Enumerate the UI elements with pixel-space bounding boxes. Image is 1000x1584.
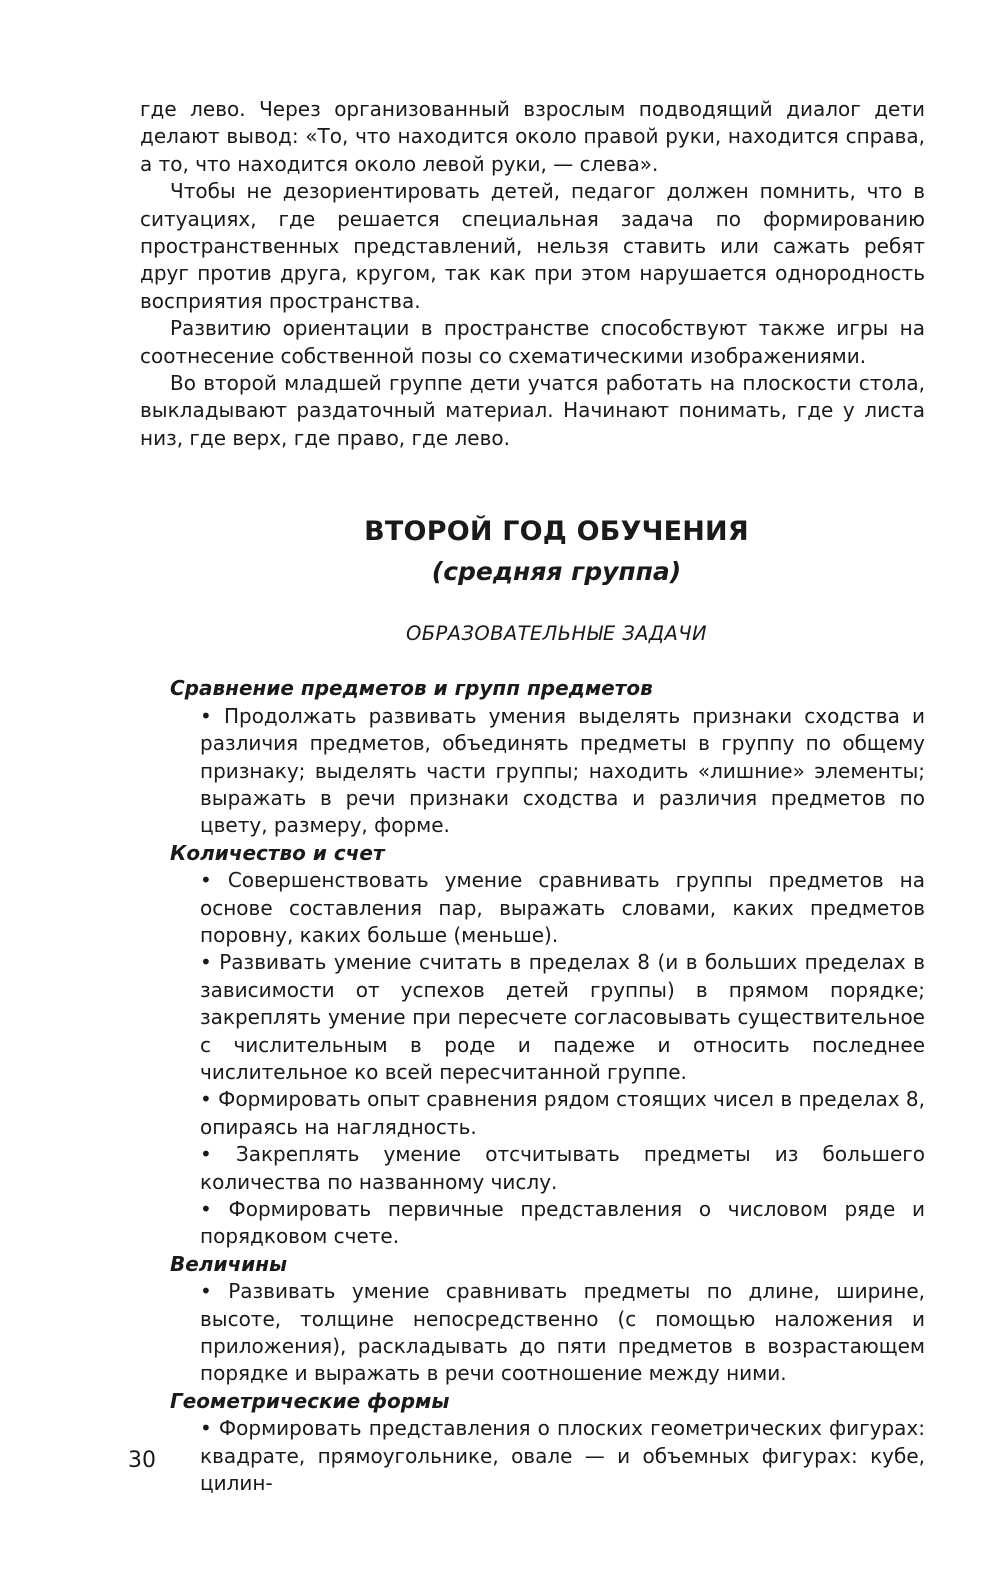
section-title-comparison: Сравнение предметов и групп предметов xyxy=(170,676,653,701)
section-title-magnitudes: Величины xyxy=(170,1251,288,1276)
intro-paragraph-3: Развитию ориентации в пространстве способствуют также игры на соотнесение собственной позы со схематическими изображениями. xyxy=(140,316,925,368)
bullet-item: • Продолжать развивать умения выделять признаки сходства и различия предметов, объединять предметы в группу по общему признаку; выделять части группы; находить «лишние» элементы; выражать в речи признаки сходства и различия предметов по цвету, размеру, форме. xyxy=(200,703,925,838)
page-number: 30 xyxy=(128,1448,156,1473)
bullet-item: • Формировать представления о плоских геометрических фигурах: квадрате, прямоугольнике, овале — и объемных фигурах: кубе, цилин- xyxy=(200,1416,925,1496)
bullet-item: • Развивать умение считать в пределах 8 (и в больших пределах в зависимости от успехов детей группы) в прямом порядке; закреплять умение при пересчете согласовывать существительное с числительным в роде и падеже и относить последнее числительное ко всей пересчитанной группе. xyxy=(200,950,925,1084)
chapter-subtitle: (средняя группа) xyxy=(431,557,682,587)
bullet-item: • Формировать опыт сравнения рядом стоящих чисел в пределах 8, опираясь на наглядность. xyxy=(200,1087,925,1139)
bullet-item: • Закреплять умение отсчитывать предметы из большего количества по названному числу. xyxy=(200,1142,925,1194)
bullet-item: • Формировать первичные представления о числовом ряде и порядковом счете. xyxy=(200,1197,925,1249)
section-title-quantity: Количество и счет xyxy=(170,840,385,865)
chapter-title: ВТОРОЙ ГОД ОБУЧЕНИЯ xyxy=(364,516,749,548)
bullet-item: • Совершенствовать умение сравнивать группы предметов на основе составления пар, выражать словами, каких предметов поровну, каких больше (меньше). xyxy=(200,868,925,947)
bullet-item: • Развивать умение сравнивать предметы по длине, ширине, высоте, толщине непосредственно (с помощью наложения и приложения), раскладывать до пяти предметов в возрастающем порядке и выражать в речи соотношение между ними. xyxy=(200,1279,925,1386)
page-content xyxy=(140,96,925,1497)
section-title-geometry: Геометрические формы xyxy=(170,1388,450,1413)
tasks-label: ОБРАЗОВАТЕЛЬНЫЕ ЗАДАЧИ xyxy=(406,622,707,646)
intro-paragraph-4: Во второй младшей группе дети учатся работать на плоскости стола, выкладывают раздаточный материал. Начинают понимать, где у листа низ, где верх, где право, где лево. xyxy=(140,371,925,450)
intro-paragraph-1: где лево. Через организованный взрослым подводящий диалог дети делают вывод: «То, что находится около правой руки, находится справа, а то, что находится около левой руки, — слева». xyxy=(140,97,925,176)
chapter-heading xyxy=(140,514,925,647)
intro-paragraph-2: Чтобы не дезориентировать детей, педагог должен помнить, что в ситуациях, где решается специальная задача по формированию пространственных представлений, нельзя ставить или сажать ребят друг против друга, кругом, так как при этом нарушается однородность восприятия пространства. xyxy=(140,179,925,313)
